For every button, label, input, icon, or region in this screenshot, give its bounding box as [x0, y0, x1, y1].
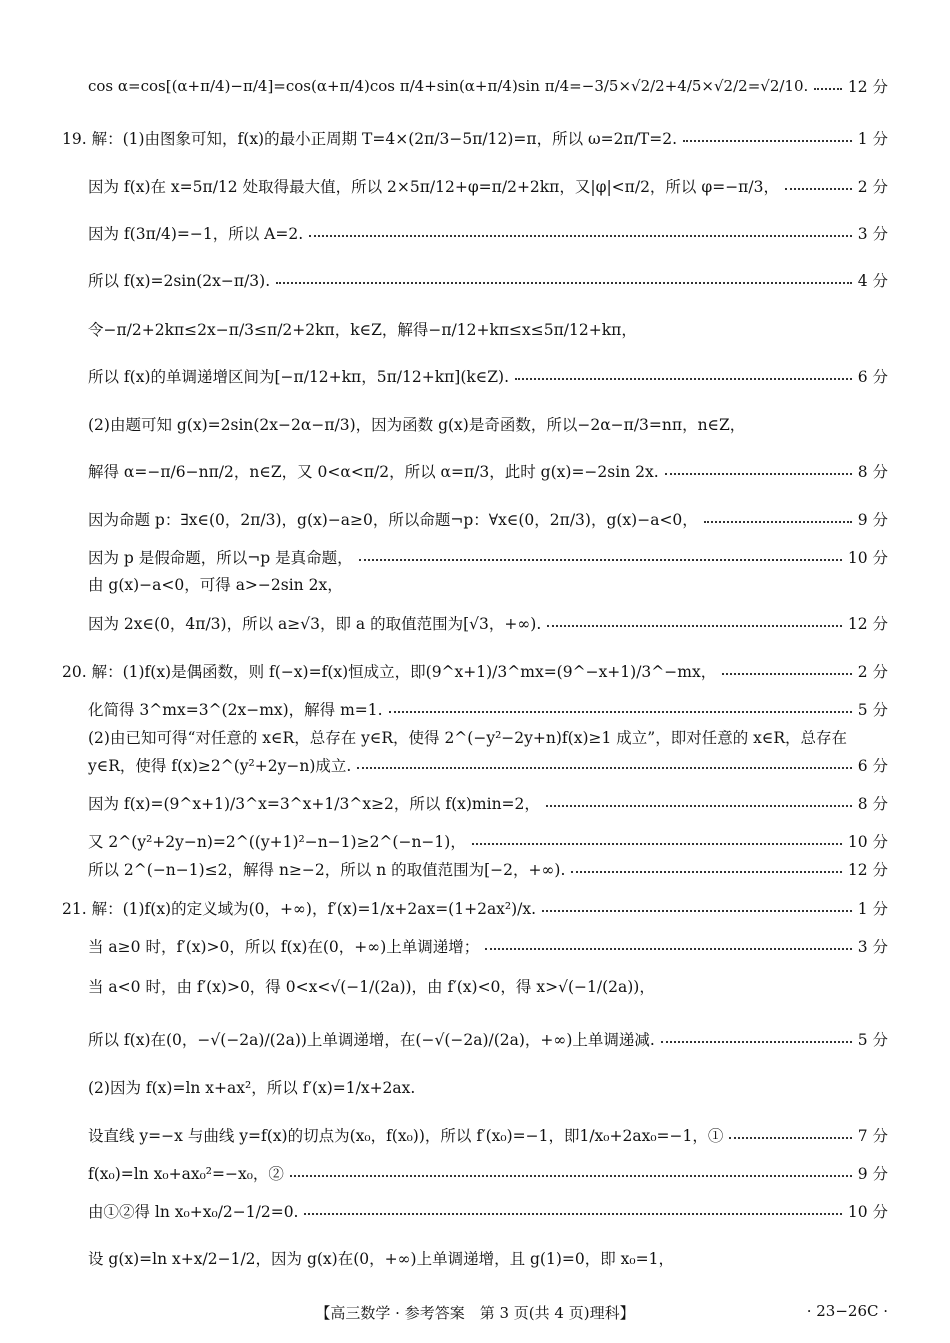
answer-text: 设直线 y=−x 与曲线 y=f(x)的切点为(x₀，f(x₀))，所以 f′(x₀)=−1，即1/x₀+2ax₀=−1，①	[88, 1127, 724, 1145]
answer-line	[88, 508, 888, 530]
score-label: 5 分	[857, 701, 888, 719]
score-label: 1 分	[857, 900, 888, 918]
score-label: 5 分	[857, 1031, 888, 1049]
answer-line	[62, 897, 888, 919]
answer-line	[88, 698, 888, 720]
score-label: 7 分	[857, 1127, 888, 1145]
answer-text: 19. 解：(1)由图象可知，f(x)的最小正周期 T=4×(2π/3−5π/12)=π，所以 ω=2π/T=2.	[62, 130, 678, 148]
answer-line	[88, 612, 888, 634]
dot-leader	[359, 559, 842, 561]
dot-leader	[515, 378, 852, 380]
answer-text: 因为 2x∈(0，4π/3)，所以 a≥√3，即 a 的取值范围为[√3，+∞).	[88, 615, 542, 633]
score-label: 3 分	[857, 938, 888, 956]
score-label: 8 分	[857, 463, 888, 481]
score-label: 12 分	[847, 78, 888, 96]
score-label: 1 分	[857, 130, 888, 148]
score-label: 9 分	[857, 1165, 888, 1183]
answer-text: (2)由题可知 g(x)=2sin(2x−2α−π/3)，因为函数 g(x)是奇函数，所以−2α−π/3=nπ，n∈Z，	[88, 416, 746, 434]
score-label: 10 分	[847, 1203, 888, 1221]
answer-line	[88, 413, 888, 435]
answer-text: 因为命题 p：∃x∈(0，2π/3)，g(x)−a≥0，所以命题¬p：∀x∈(0，2π/3)，g(x)−a<0，	[88, 511, 698, 529]
answer-line	[88, 1247, 888, 1269]
answer-line	[88, 726, 888, 748]
answer-text: 所以 2^(−n−1)≤2，解得 n≥−2，所以 n 的取值范围为[−2，+∞).	[88, 861, 566, 879]
score-label: 12 分	[847, 615, 888, 633]
answer-text: 所以 f(x)的单调递增区间为[−π/12+kπ，5π/12+kπ](k∈Z).	[88, 368, 509, 386]
score-label: 9 分	[857, 511, 888, 529]
answer-text: (2)因为 f(x)=ln x+ax²，所以 f′(x)=1/x+2ax.	[88, 1079, 416, 1097]
answer-line	[62, 127, 888, 149]
dot-leader	[357, 767, 851, 769]
dot-leader	[304, 1213, 841, 1215]
answer-line	[88, 546, 888, 568]
answer-line	[88, 573, 888, 595]
dot-leader	[485, 948, 851, 950]
dot-leader	[814, 88, 842, 90]
answer-line	[88, 1076, 888, 1098]
score-label: 10 分	[847, 549, 888, 567]
answer-text: 解得 α=−π/6−nπ/2，n∈Z，又 0<α<π/2，所以 α=π/3，此时 g(x)=−2sin 2x.	[88, 463, 659, 481]
answer-text: 当 a<0 时，由 f′(x)>0，得 0<x<√(−1/(2a))，由 f′(x)<0，得 x>√(−1/(2a))，	[88, 978, 655, 996]
answer-line	[88, 1162, 888, 1184]
dot-leader	[276, 282, 852, 284]
answer-line	[88, 754, 888, 776]
answer-text: 由①②得 ln x₀+x₀/2−1/2=0.	[88, 1203, 299, 1221]
answer-line	[62, 660, 888, 682]
score-label: 10 分	[847, 833, 888, 851]
score-label: 3 分	[857, 225, 888, 243]
answer-text: 又 2^(y²+2y−n)=2^((y+1)²−n−1)≥2^(−n−1)，	[88, 833, 466, 851]
answer-line	[88, 975, 888, 997]
dot-leader	[729, 1137, 851, 1139]
answer-line	[88, 792, 888, 814]
answer-line	[88, 830, 888, 852]
dot-leader	[309, 235, 852, 237]
score-label: 12 分	[847, 861, 888, 879]
dot-leader	[290, 1175, 852, 1177]
score-label: 6 分	[857, 368, 888, 386]
answer-line	[88, 1200, 888, 1222]
score-label: 4 分	[857, 272, 888, 290]
answer-text: y∈R，使得 f(x)≥2^(y²+2y−n)成立.	[88, 757, 352, 775]
answer-text: 21. 解：(1)f(x)的定义域为(0，+∞)，f′(x)=1/x+2ax=(1+2ax²)/x.	[62, 900, 537, 918]
answer-line	[88, 858, 888, 880]
answer-line	[88, 460, 888, 482]
answer-line	[88, 318, 888, 340]
answer-text: 20. 解：(1)f(x)是偶函数，则 f(−x)=f(x)恒成立，即(9^x+1)/3^mx=(9^−x+1)/3^−mx，	[62, 663, 717, 681]
answer-line	[88, 222, 888, 244]
dot-leader	[785, 188, 852, 190]
answer-text: 因为 f(3π/4)=−1，所以 A=2.	[88, 225, 304, 243]
answer-line	[88, 175, 888, 197]
answer-text: 令−π/2+2kπ≤2x−π/3≤π/2+2kπ，k∈Z，解得−π/12+kπ≤x≤5π/12+kπ，	[88, 321, 637, 339]
dot-leader	[665, 473, 852, 475]
answer-text: 因为 p 是假命题，所以¬p 是真命题，	[88, 549, 353, 567]
answer-line	[88, 75, 888, 97]
score-label: 6 分	[857, 757, 888, 775]
dot-leader	[683, 140, 852, 142]
dot-leader	[661, 1041, 852, 1043]
footer-page-info: 【高三数学 · 参考答案 第 3 页(共 4 页)理科】	[315, 1304, 635, 1322]
dot-leader	[571, 871, 841, 873]
dot-leader	[547, 625, 842, 627]
answer-text: 所以 f(x)在(0，−√(−2a)/(2a))上单调递增，在(−√(−2a)/(2a)，+∞)上单调递减.	[88, 1031, 655, 1049]
answer-text: f(x₀)=ln x₀+ax₀²=−x₀，②	[88, 1165, 284, 1183]
answer-line	[88, 269, 888, 291]
score-label: 2 分	[857, 663, 888, 681]
answer-text: 因为 f(x)在 x=5π/12 处取得最大值，所以 2×5π/12+φ=π/2+2kπ，又|φ|<π/2，所以 φ=−π/3，	[88, 178, 779, 196]
footer-code: · 23−26C ·	[806, 1302, 888, 1320]
dot-leader	[704, 521, 852, 523]
answer-text: 化简得 3^mx=3^(2x−mx)，解得 m=1.	[88, 701, 383, 719]
answer-text: 所以 f(x)=2sin(2x−π/3).	[88, 272, 271, 290]
answer-text: 设 g(x)=ln x+x/2−1/2，因为 g(x)在(0，+∞)上单调递增，且 g(1)=0，即 x₀=1，	[88, 1250, 674, 1268]
answer-line	[88, 1124, 888, 1146]
dot-leader	[722, 673, 852, 675]
answer-text: 由 g(x)−a<0，可得 a>−2sin 2x，	[88, 576, 343, 594]
answer-text: cos α=cos[(α+π/4)−π/4]=cos(α+π/4)cos π/4+sin(α+π/4)sin π/4=−3/5×√2/2+4/5×√2/2=√2/10.	[88, 77, 809, 95]
answer-text: 当 a≥0 时，f′(x)>0，所以 f(x)在(0，+∞)上单调递增；	[88, 938, 480, 956]
dot-leader	[542, 910, 852, 912]
dot-leader	[389, 711, 852, 713]
answer-text: (2)由已知可得“对任意的 x∈R，总存在 y∈R，使得 2^(−y²−2y+n)f(x)≥1 成立”，即对任意的 x∈R，总存在	[88, 729, 848, 747]
answer-line	[88, 365, 888, 387]
answer-line	[88, 1028, 888, 1050]
dot-leader	[472, 843, 842, 845]
score-label: 2 分	[857, 178, 888, 196]
answer-line	[88, 935, 888, 957]
dot-leader	[546, 805, 852, 807]
score-label: 8 分	[857, 795, 888, 813]
answer-text: 因为 f(x)=(9^x+1)/3^x=3^x+1/3^x≥2，所以 f(x)min=2，	[88, 795, 540, 813]
